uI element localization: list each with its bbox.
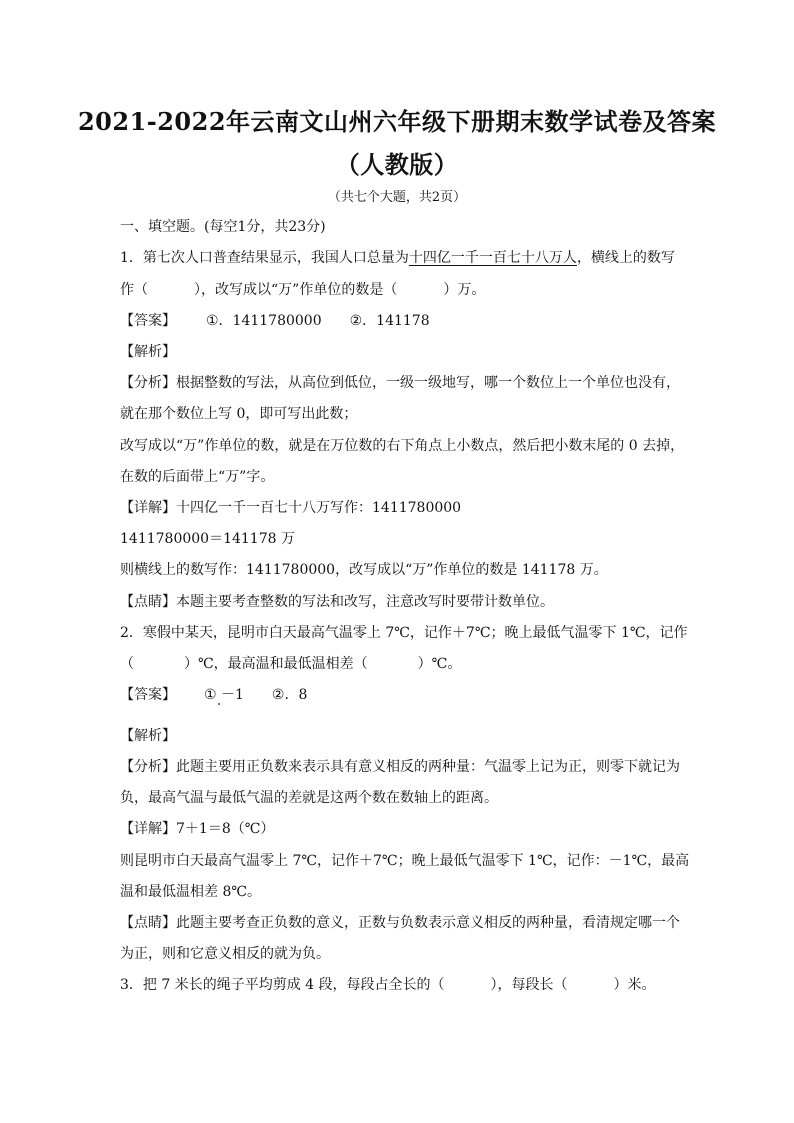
q2-blank-middle: ）℃，最高温和最低温相差（ [184,656,368,672]
q2-blank-open: （ [120,656,134,672]
answer-tag: 【答案】 [120,313,176,329]
q2-blanks [120,654,680,674]
q1-stem-end: ，横线上的数写 [576,250,675,266]
q2-detail-line: 温和最低温相差 8℃。 [120,884,262,900]
q1-fenxi-line: 改写成以“万”作单位的数，就是在万位数的右下角点上小数点，然后把小数末尾的 0 去掉， [120,438,685,454]
q2-comment-line: 为正，则和它意义相反的就为负。 [120,946,330,962]
page-title-edition: （人教版） [335,150,459,179]
q2-answer [120,685,680,705]
q1-blank-middle: ），改写成以“万”作单位的数是（ [194,282,398,298]
analysis-tag: 【解析】 [120,344,176,360]
page-title: 2021-2022年云南文山州六年级下册期末数学试卷及答案 [77,107,717,136]
q2-detail-line: 【详解】7＋1＝8（℃） [120,821,275,837]
q3-stem-start: 3．把 7 米长的绳子平均剪成 4 段，每段占全长的（ [120,977,445,993]
answer-tag: 【答案】 [120,687,176,703]
q1-detail-line: 【详解】十四亿一千一百七十八万写作：1411780000 [120,500,462,516]
q2-blank-close: ）℃。 [417,656,462,672]
q1-detail-line: 则横线上的数写作：1411780000，改写成以“万”作单位的数是 141178 万。 [120,562,608,578]
q1-blank-close: ）万。 [443,282,486,298]
answer-item: ②．8 [271,687,308,703]
q1-fenxi-line: 就在那个数位上写 0，即可写出此数； [120,406,358,422]
q1-detail-line: 1411780000＝141178 万 [120,531,295,547]
q3-stem-middle: ），每段长（ [490,977,568,993]
section-heading: 一、填空题。(每空1分，共23分) [120,219,326,235]
answer-item: ① －1 [204,687,244,703]
analysis-tag: 【解析】 [120,728,176,744]
q1-blanks [120,280,680,300]
q1-comment: 【点睛】本题主要考查整数的写法和改写，注意改写时要带计数单位。 [120,594,554,610]
page-subtitle: （共七个大题，共2页） [327,190,467,205]
q2-comment-line: 【点睛】此题主要考查正负数的意义，正数与负数表示意义相反的两种量，看清规定哪一个 [120,915,680,931]
q1-fenxi-line: 【分析】根据整数的写法，从高位到低位，一级一级地写，哪一个数位上一个单位也没有， [120,375,680,391]
q3-stem-end: ）米。 [613,977,656,993]
q1-stem [120,248,680,268]
stray-mark [218,703,220,705]
q2-stem: 2．寒假中某天，昆明市白天最高气温零上 7℃，记作＋7℃；晚上最低气温零下 1℃，记作 [120,625,688,641]
q1-fenxi-line: 在数的后面带上“万”字。 [120,469,275,485]
q1-stem-underlined: 十四亿一千一百七十八万人 [408,250,577,266]
answer-item: ②．141178 [349,313,430,329]
q1-blank-open: 作（ [120,282,148,298]
q2-fenxi-line: 【分析】此题主要用正负数来表示具有意义相反的两种量：气温零上记为正，则零下就记为 [120,759,680,775]
q1-answer [120,311,680,331]
q2-detail-line: 则昆明市白天最高气温零上 7℃，记作＋7℃；晚上最低气温零下 1℃，记作：－1℃，最高 [120,853,690,869]
q2-fenxi-line: 负，最高气温与最低气温的差就是这两个数在数轴上的距离。 [120,790,498,806]
answer-item: ①．1411780000 [206,313,322,329]
q3-stem [120,975,680,995]
q1-stem-start: 1．第七次人口普查结果显示，我国人口总量为 [120,250,409,266]
